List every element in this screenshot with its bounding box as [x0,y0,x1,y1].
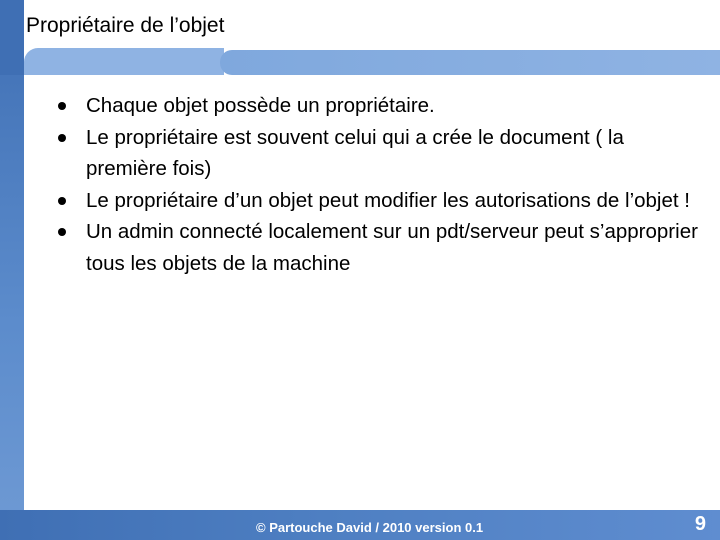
left-decorative-band [0,0,24,540]
page-number: 9 [694,513,706,535]
bullet-item [58,122,698,185]
bullet-dot-icon [58,197,66,205]
bullet-text: Le propriétaire d’un objet peut modifier les autorisations de l’objet ! [86,188,690,212]
bullet-text: Un admin connecté localement sur un pdt/serveur peut s’approprier tous les objets de la machine [86,220,698,275]
bullet-item [58,90,698,122]
bullet-dot-icon [58,134,66,142]
title-underline-curve [24,48,224,75]
bullet-dot-icon [58,228,66,236]
bullet-item [58,185,698,217]
bullet-item [58,216,698,279]
bullet-list [58,90,698,279]
slide-title: Propriétaire de l’objet [26,14,225,37]
title-left-block [0,0,24,75]
footer-copyright: © Partouche David / 2010 version 0.1 [256,520,484,535]
bullet-text: Le propriétaire est souvent celui qui a crée le document ( la première fois) [86,125,624,180]
title-underline-bar [220,50,720,75]
bullet-text: Chaque objet possède un propriétaire. [86,94,435,117]
bullet-dot-icon [58,102,66,110]
